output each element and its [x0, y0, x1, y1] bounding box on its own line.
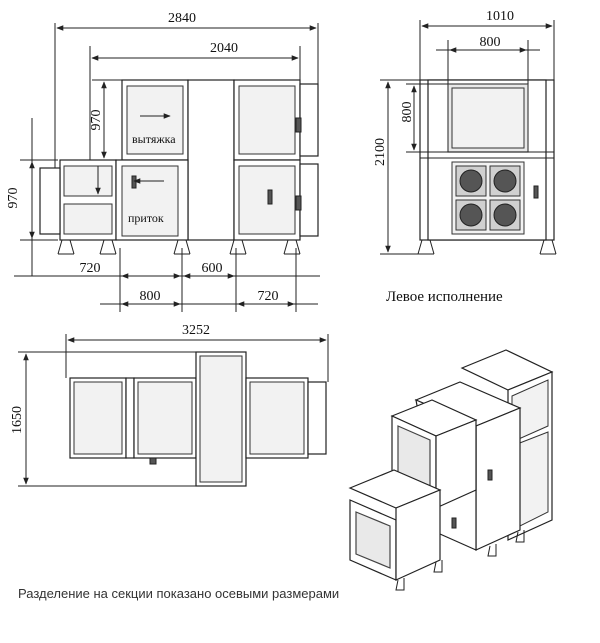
middle-section [188, 80, 234, 240]
top-view [10, 323, 328, 486]
dim-lower-height: 970 [6, 187, 21, 209]
side-view [373, 9, 556, 305]
dim-side-total-height: 2100 [373, 138, 388, 166]
dim-top-length: 3252 [182, 323, 210, 338]
dim-upper-width: 2040 [210, 41, 238, 56]
dim-lower-left: 800 [139, 289, 161, 304]
dim-side-width: 1010 [486, 9, 514, 24]
dim-right-section: 720 [257, 289, 279, 304]
label-exhaust: вытяжка [132, 132, 176, 146]
label-supply: приток [128, 211, 164, 225]
dim-middle-section: 600 [201, 261, 223, 276]
footnote: Разделение на секции показано осевыми размерами [18, 586, 340, 601]
fans-block [452, 162, 524, 234]
side-view-caption: Левое исполнение [386, 289, 503, 305]
dim-left-section: 720 [79, 261, 101, 276]
dim-upper-height: 970 [89, 109, 104, 131]
front-view [6, 11, 320, 312]
isometric-view [350, 350, 552, 590]
dim-side-inner-width: 800 [479, 35, 501, 50]
dim-top-depth: 1650 [10, 406, 25, 434]
dim-side-inner-height: 800 [400, 101, 415, 123]
dim-total-width: 2840 [168, 11, 196, 26]
